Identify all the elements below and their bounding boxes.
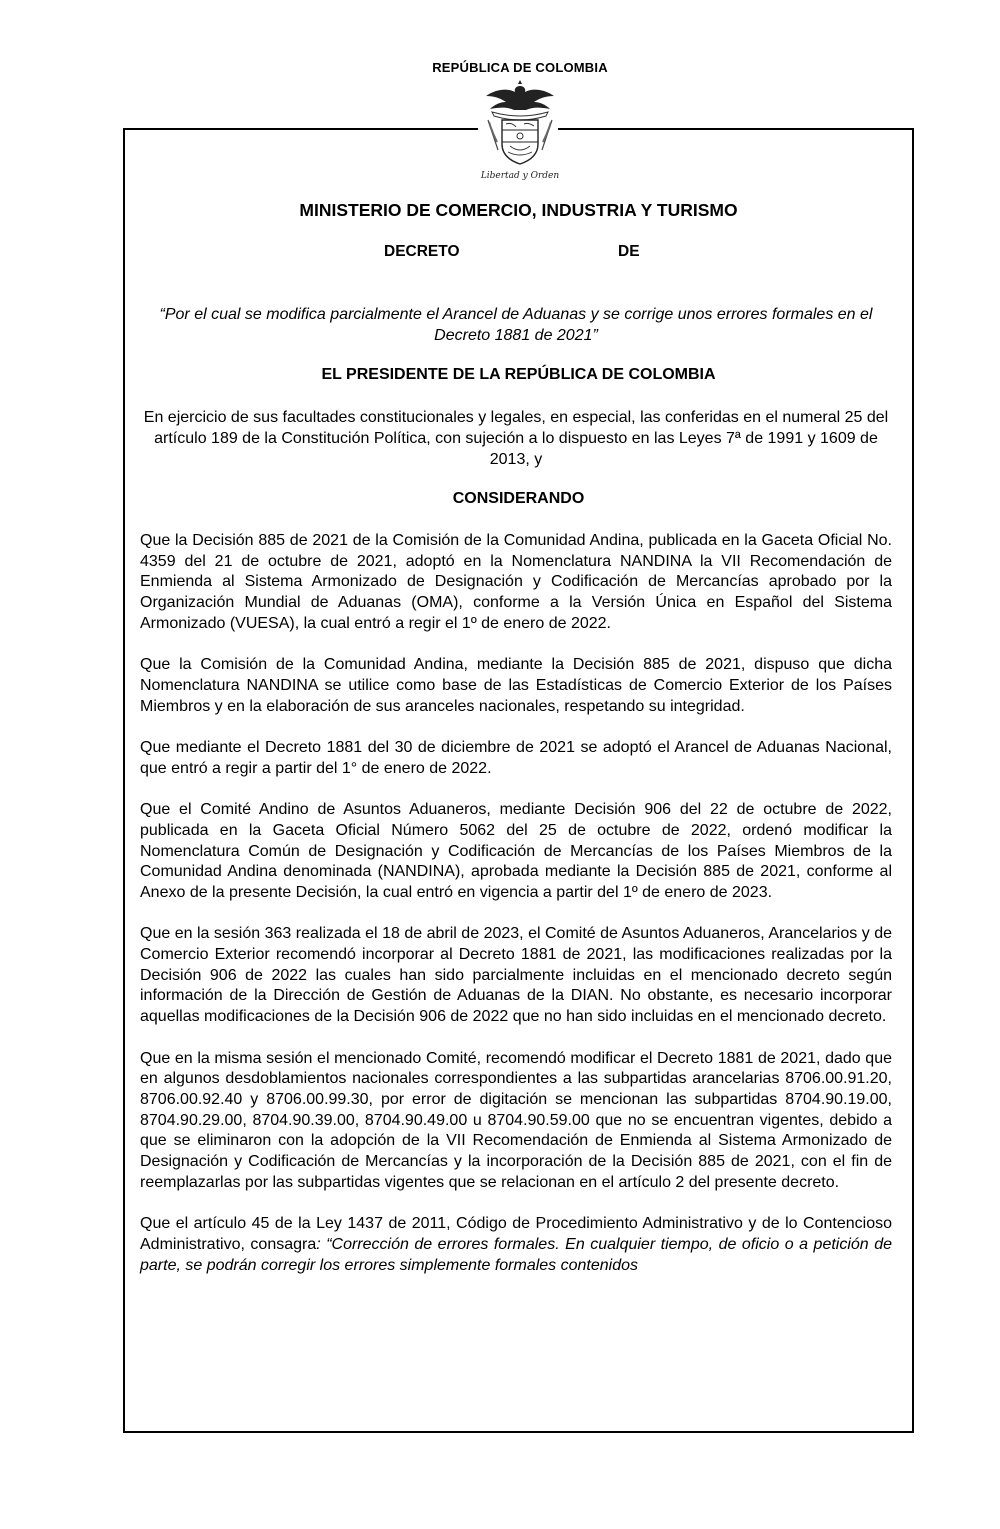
republica-heading: REPÚBLICA DE COLOMBIA [432,60,608,75]
decree-epigraph: “Por el cual se modifica parcialmente el Arancel de Aduanas y se corrige unos errores formales en el Decreto 1881 de 2021” [159,306,873,344]
last-paragraph-quote: : “Corrección de errores formales. En cualquier tiempo, de oficio o a petición de parte, se podrán corregir los errores simplemente formales contenidos [140,1235,893,1274]
decreto-de-label: DE [618,243,640,260]
considerando-paragraph: Que el Comité Andino de Asuntos Aduaneros, mediante Decisión 906 del 22 de octubre de 2022, publicada en la Gaceta Oficial Número 5062 del 25 de octubre de 2022, ordenó modificar la Nomenclatura Común de Designación y Codificación de Mercancías de los Países Miembros de la Comunidad Andina denominada (NANDINA), aprobada mediante la Decisión 885 de 2021, conforme al Anexo de la presente Decisión, la cual entró en vigencia a partir del 1º de enero de 2023. [140,801,892,901]
seal-motto: Libertad y Orden [480,171,560,181]
considerando-heading: CONSIDERANDO [452,490,585,507]
decreto-label: DECRETO [384,243,460,260]
ministerio-title: MINISTERIO DE COMERCIO, INDUSTRIA Y TURISMO [299,200,738,220]
considerando-paragraph: Que mediante el Decreto 1881 del 30 de diciembre de 2021 se adoptó el Arancel de Aduanas Nacional, que entró a regir a partir del 1° de enero de 2022. [140,739,892,777]
considerando-paragraph: Que la Decisión 885 de 2021 de la Comisión de la Comunidad Andina, publicada en la Gaceta Oficial No. 4359 del 21 de octubre de 2021, adoptó en la Nomenclatura NANDINA la VII Recomendación de Enmienda al Sistema Armonizado de Designación y Codificación de Mercancías aprobado por la Organización Mundial de Aduanas (OMA), conforme a la Versión Única en Español del Sistema Armonizado (VUESA), la cual entró a regir el 1º de enero de 2022. [140,532,892,632]
considerando-body [140,531,892,1276]
considerando-paragraph-last [140,1214,892,1276]
considerando-paragraph: Que en la sesión 363 realizada el 18 de abril de 2023, el Comité de Asuntos Aduaneros, Arancelarios y de Comercio Exterior recomendó incorporar al Decreto 1881 de 2021, las modificaciones realizadas por la Decisión 906 de 2022 las cuales han sido parcialmente incluidas en el mencionado decreto según información de la Dirección de Gestión de Aduanas de la DIAN. No obstante, es necesario incorporar aquellas modificaciones de la Decisión 906 de 2022 que no han sido incluidas en el mencionado decreto. [140,925,892,1026]
coat-of-arms-seal [478,80,562,184]
facultades-paragraph: En ejercicio de sus facultades constitucionales y legales, en especial, las conferidas en el numeral 25 del artículo 189 de la Constitución Política, con sujeción a lo dispuesto en las Leyes 7ª de 1991 y 1609 de 2013, y [143,409,889,468]
last-paragraph-normal: Que el artículo 45 de la Ley 1437 de 2011, Código de Procedimiento Administrativo y de lo Contencioso Administrativo, consagra [140,1215,892,1253]
presidente-heading: EL PRESIDENTE DE LA REPÚBLICA DE COLOMBIA [321,366,716,383]
decreto-line [0,243,1000,265]
considerando-paragraph: Que la Comisión de la Comunidad Andina, mediante la Decisión 885 de 2021, dispuso que dicha Nomenclatura NANDINA se utilice como base de las Estadísticas de Comercio Exterior de los Países Miembros y en la elaboración de sus aranceles nacionales, respetando su integridad. [140,656,892,715]
considerando-paragraph: Que en la misma sesión el mencionado Comité, recomendó modificar el Decreto 1881 de 2021, dado que en algunos desdoblamientos nacionales correspondientes a las subpartidas arancelarias 8706.00.91.20, 8706.00.92.40 y 8706.00.99.30, por error de digitación se mencionan las subpartidas 8704.90.19.00, 8704.90.29.00, 8704.90.39.00, 8704.90.49.00 u 8704.90.59.00 que no se encuentran vigentes, debido a que se eliminaron con la adopción de la VII Recomendación de Enmienda al Sistema Armonizado de Designación y Codificación de Mercancías y la incorporación de la Decisión 885 de 2021, con el fin de reemplazarlas por las subpartidas vigentes que se relacionan en el artículo 2 del presente decreto. [140,1049,892,1191]
